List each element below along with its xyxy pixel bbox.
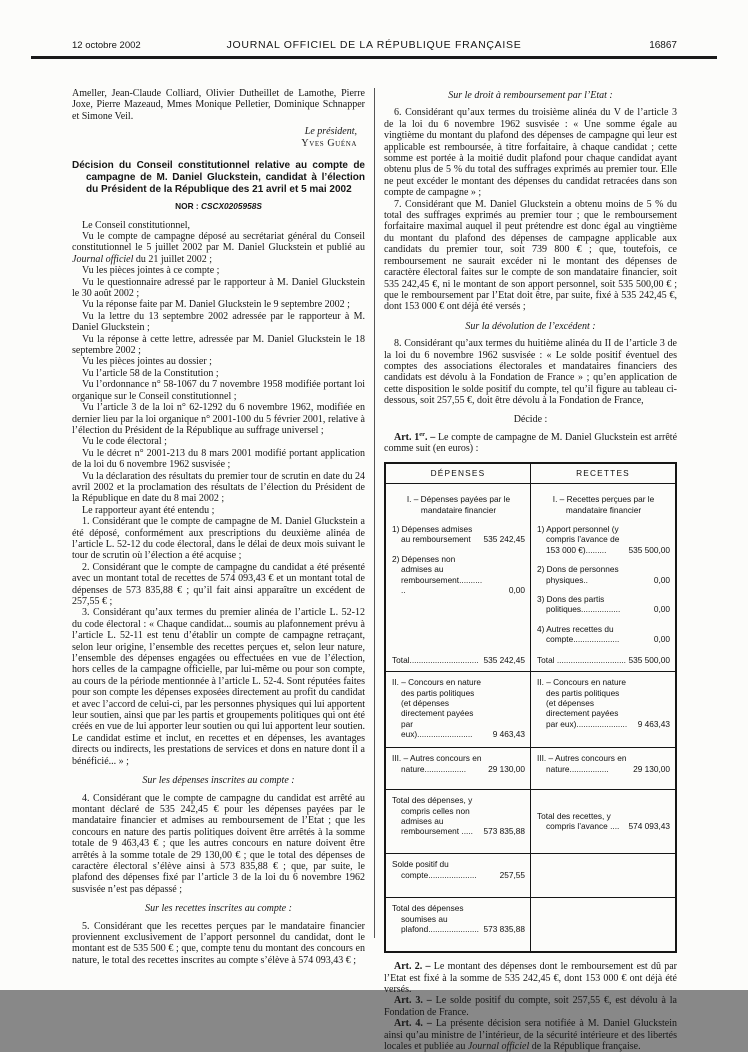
- right-column: [384, 88, 677, 1052]
- recettes-section-1: I. – Recettes perçues par le mandataire financier 1) Apport personnel (y compris l’avance de 153 000 €)......... 535 500,00 2) Dons de personnes physiques.. 0,00 3) Dons des partis politiques................. 0,00 4) Autres recettes du compte.................... 0,00 Total .............................. 535 500,00: [530, 484, 675, 671]
- table-header-row: [386, 464, 675, 483]
- depenses-total: [386, 790, 530, 853]
- table-section-2: [386, 671, 675, 747]
- considerant-3: 3. Considérant qu’aux termes du premier alinéa de l’article L. 52-12 du code électoral : « Chaque candidat... soumis au plafonnement prévu à l’article L. 52-11 est tenu d’établir un compte de campagne retraçant, selon leur origine, l’ensemble des recettes perçues et, selon leur nature, l’ensemble des dépenses engagées ou effectuées en vue de l’élection, hors celles de la campagne officielle, par lui-même ou pour son compte, au cours de la période mentionnée à l’article L. 52-4. Sont réputées faites pour son compte les dépenses exposées directement au profit du candidat et avec l’accord de celui-ci, par les personnes physiques qui lui apportent leur soutien, ainsi que par les partis et groupements politiques qui ont été créés en vue de lui apporter leur soutien ou qui lui apportent leur soutien. Le candidat estime et inclut, en recettes et en dépenses, les avantages directs ou indirects, les prestations de services et dons en nature dont il a bénéficié... » ;: [72, 607, 365, 767]
- recettes-total: [530, 790, 675, 853]
- journal-officiel-ref: Journal officiel: [72, 253, 134, 265]
- signature-role: Le président,: [304, 126, 357, 138]
- table-plafond-row: [386, 897, 675, 951]
- visa-compte: Vu le compte de campagne déposé au secrétariat général du Conseil constitutionnel le 5 juillet 2002 par M. Daniel Gluckstein et publié au Journal officiel du 21 juillet 2002 ;: [72, 231, 365, 265]
- signature-block: [72, 126, 365, 150]
- table-solde-row: [386, 853, 675, 897]
- visa-paragraph: Vu la réponse à cette lettre, adressée par M. Daniel Gluckstein le 18 septembre 2002 ;: [72, 333, 365, 357]
- table-section-3: [386, 747, 675, 789]
- continuation-paragraph: Ameller, Jean-Claude Colliard, Olivier Dutheillet de Lamothe, Pierre Joxe, Pierre Mazeaud, Mmes Monique Pelletier, Dominique Schnapper et Simone Veil.: [72, 88, 365, 122]
- table-section-1: [386, 483, 675, 671]
- decision-title: Décision du Conseil constitutionnel relative au compte de campagne de M. Daniel Gluckstein, candidat à l’élection du Président de la République des 21 avril et 5 mai 2002: [72, 160, 365, 195]
- visa-paragraph: Vu le code électoral ;: [82, 436, 167, 448]
- depenses-section-1: I. – Dépenses payées par le mandataire financier 1) Dépenses admises au remboursement 535 242,45 2) Dépenses non admises au remboursement............ 0,00 Total.............................. 535 242,45: [392, 494, 525, 665]
- recettes-section-3: [530, 748, 675, 789]
- table-row: Solde positif du compte..................... 257,55: [392, 859, 525, 880]
- visa-paragraph: Vu la réponse faite par M. Daniel Gluckstein le 9 septembre 2002 ;: [82, 299, 350, 311]
- visa-paragraph: Vu l’article 3 de la loi n° 62-1292 du 6 novembre 1962, modifiée en dernier lieu par la loi organique n° 2001-100 du 5 février 2001, relative à l’élection du Président de la République au suffrage universel ;: [72, 402, 365, 436]
- rapporteur-line: Le rapporteur ayant été entendu ;: [82, 504, 215, 516]
- table-row: 3) Dons des partis politiques................. 0,00: [537, 594, 670, 615]
- recettes-section-2: [530, 672, 675, 747]
- solde-positif-cell: [386, 854, 530, 897]
- depenses-section-3: [386, 748, 530, 789]
- depenses-plafond-cell: [386, 898, 530, 951]
- considerant-5: 5. Considérant que les recettes perçues par le mandataire financier proviennent exclusivement de l’apport personnel du candidat, dont le montant est de 535 500 € ; que, compte tenu du montant des concours en nature, le total des recettes inscrites au compte s’élève à 574 093,43 € ;: [72, 920, 365, 966]
- nor-line: [72, 201, 365, 211]
- visa-paragraph: Vu la lettre du 13 septembre 2002 adressée par le rapporteur à M. Daniel Gluckstein ;: [72, 310, 365, 334]
- depenses-section-2: [386, 672, 530, 747]
- article-3: Art. 3. – Le solde positif du compte, soit 257,55 €, est dévolu à la Fondation de France.: [384, 995, 677, 1018]
- considerant-8: 8. Considérant qu’aux termes du huitième alinéa du II de l’article 3 de la loi du 6 novembre 1962 susvisée : « Le solde positif éventuel des comptes des associations électorales et mandataires financiers des candidats est dévolu à la Fondation de France » ; qu’en application de cette disposition le solde positif du compte, tel qu’il figure au tableau ci-dessous, soit 257,55 €, doit être dévolu à la Fondation de France,: [384, 338, 677, 407]
- table-row: III. – Autres concours en nature................. 29 130,00: [537, 753, 670, 774]
- table-row: 4) Autres recettes du compte.................... 0,00: [537, 623, 670, 645]
- table-row: 1) Dépenses admises au remboursement 535 242,45: [392, 524, 525, 545]
- table-totals-row: [386, 789, 675, 853]
- visa-paragraph: Vu les pièces jointes au dossier ;: [82, 356, 212, 368]
- signature-name: Yves Guéna: [301, 138, 357, 150]
- article-1: Art. 1er. – Le compte de campagne de M. Daniel Gluckstein est arrêté comme suit (en euros) :: [384, 430, 678, 455]
- visa-paragraph: Vu le décret n° 2001-213 du 8 mars 2001 modifié portant application de la loi du 6 novembre 1962 susvisée ;: [72, 447, 365, 471]
- table-row: 2) Dons de personnes physiques.. 0,00: [537, 564, 670, 585]
- table-row: II. – Concours en nature des partis politiques (et dépenses directement payées par eux)...................... 9 463,43: [537, 677, 670, 729]
- article-4: Art. 4. – La présente décision sera notifiée à M. Daniel Gluckstein ainsi qu’au ministre de l’intérieur, de la sécurité intérieure et des libertés locales et publiée au Journal officiel de la République française.: [384, 1018, 678, 1052]
- decide-line: Décide :: [513, 413, 548, 425]
- table-row: Total des dépenses soumises au plafond...................... 573 835,88: [392, 903, 525, 934]
- table-row: Total des recettes, y compris l’avance .... 574 093,43: [537, 810, 670, 832]
- visa-paragraph: Vu l’article 58 de la Constitution ;: [82, 367, 219, 379]
- visa-paragraph: Vu le questionnaire adressé par le rapporteur à M. Daniel Gluckstein le 30 août 2002 ;: [72, 276, 365, 300]
- journal-title: JOURNAL OFFICIEL DE LA RÉPUBLIQUE FRANÇAISE: [226, 39, 522, 51]
- section-heading-devolution: Sur la dévolution de l’excédent :: [465, 320, 596, 332]
- page-number: 16867: [649, 40, 677, 51]
- table-row: 1) Apport personnel (y compris l’avance de 153 000 €)......... 535 500,00: [537, 524, 670, 555]
- visa-paragraph: Vu les pièces jointes à ce compte ;: [82, 265, 220, 277]
- table-row: 2) Dépenses non admises au remboursement............ 0,00: [392, 553, 525, 596]
- considerant-4: 4. Considérant que le compte de campagne du candidat est arrêté au montant déclaré de 535 242,45 € pour les dépenses payées par le mandataire financier et admises au remboursement de l’Etat ; que les concours en nature des partis politiques doivent être arrêtés à la somme totale de 9 463,43 € ; que les autres concours en nature doivent être arrêtés à la somme totale de 29 130,00 € ; que le total des dépenses de caractère électoral s’élève ainsi à 573 835,88 € ; que, par suite, le plafond des dépenses fixé par l’article 3 de la loi du 6 novembre 1962 susvisée n’est pas dépassé ;: [72, 792, 365, 895]
- section-heading-depenses: Sur les dépenses inscrites au compte :: [142, 775, 295, 787]
- nor-code: CSCX0205958S: [200, 200, 262, 211]
- table-total-row: Total.............................. 535 242,45: [392, 654, 525, 665]
- left-column: [72, 88, 365, 966]
- header-date: 12 octobre 2002: [72, 40, 141, 51]
- conseil-line: Le Conseil constitutionnel,: [82, 219, 191, 231]
- considerant-6: 6. Considérant qu’aux termes du troisième alinéa du V de l’article 3 de la loi du 6 novembre 1962 susvisée : « Une somme égale au vingtième du montant du plafond des dépenses de campagne qui leur est applicable est remboursée, à titre forfaitaire, à chaque candidat ; cette somme est portée à la moitié dudit plafond pour chaque candidat ayant obtenu plus de 5 % du total des suffrages exprimés au premier tour. Elle ne peut excéder le montant des dépenses du candidat retracées dans son compte de campagne » ;: [384, 107, 677, 199]
- table-header-recettes: RECETTES: [530, 464, 675, 483]
- section-heading-recettes: Sur les recettes inscrites au compte :: [145, 903, 292, 915]
- considerant-2: 2. Considérant que le compte de campagne du candidat a été présenté avec un montant total de recettes de 574 093,43 € et un montant total de dépenses de 573 835,88 € ; qu’il fait ainsi apparaître un excédent de 257,55 € ;: [72, 561, 365, 608]
- table-total-row: Total .............................. 535 500,00: [537, 654, 670, 665]
- visa-paragraph: Vu la déclaration des résultats du premier tour de scrutin en date du 24 avril 2002 et la proclamation des résultats de l’élection du Président de la République en date du 8 mai 2002 ;: [72, 470, 365, 505]
- empty-cell: [530, 854, 675, 897]
- considerant-7: 7. Considérant que M. Daniel Gluckstein a obtenu moins de 5 % du total des suffrages exprimés au premier tour ; que le remboursement forfaitaire maximal auquel il peut prétendre est donc égal au vingtième du montant du plafond des dépenses de campagne applicable aux candidats du premier tour, soit 739 800 € ; que, toutefois, ce remboursement ne saurait excéder ni le montant des dépenses de caractère électoral faites sur le compte de son mandataire financier, soit 535 242,45 €, ni le montant de son apport personnel, soit 535 500,00 € ; que le remboursement par l’Etat doit être, par suite, fixé à 535 242,45 €, dont 153 000 € ont déjà été versés ;: [384, 198, 677, 313]
- table-header-depenses: DÉPENSES: [430, 467, 486, 478]
- table-row: II. – Concours en nature des partis politiques (et dépenses directement payées par eux)........................ 9 463,43: [392, 677, 525, 740]
- table-row: III. – Autres concours en nature.................. 29 130,00: [392, 753, 525, 774]
- header-rule: [31, 56, 717, 59]
- section-heading-remboursement: Sur le droit à remboursement par l’Etat :: [448, 90, 613, 101]
- column-divider: [374, 88, 375, 938]
- compte-table: [384, 462, 677, 953]
- nor-label: NOR :: [175, 200, 199, 211]
- journal-officiel-ref: Journal officiel: [467, 1041, 530, 1052]
- article-2: Art. 2. – Le montant des dépenses dont le remboursement est dû par l’Etat est fixé à la somme de 535 242,45 €, dont 153 000 € ont déjà été versés.: [384, 961, 677, 995]
- table-row: Total des dépenses, y compris celles non admises au remboursement ..... 573 835,88: [392, 795, 525, 837]
- empty-cell: [530, 898, 675, 951]
- considerant-1: 1. Considérant que le compte de campagne de M. Daniel Gluckstein a été déposé, conformément aux prescriptions du deuxième alinéa de l’article L. 52-12 du code électoral, dans le délai de deux mois suivant le tour de scrutin où l’élection a été acquise ;: [72, 516, 365, 562]
- visa-paragraph: Vu l’ordonnance n° 58-1067 du 7 novembre 1958 modifiée portant loi organique sur le Conseil constitutionnel ;: [72, 379, 365, 402]
